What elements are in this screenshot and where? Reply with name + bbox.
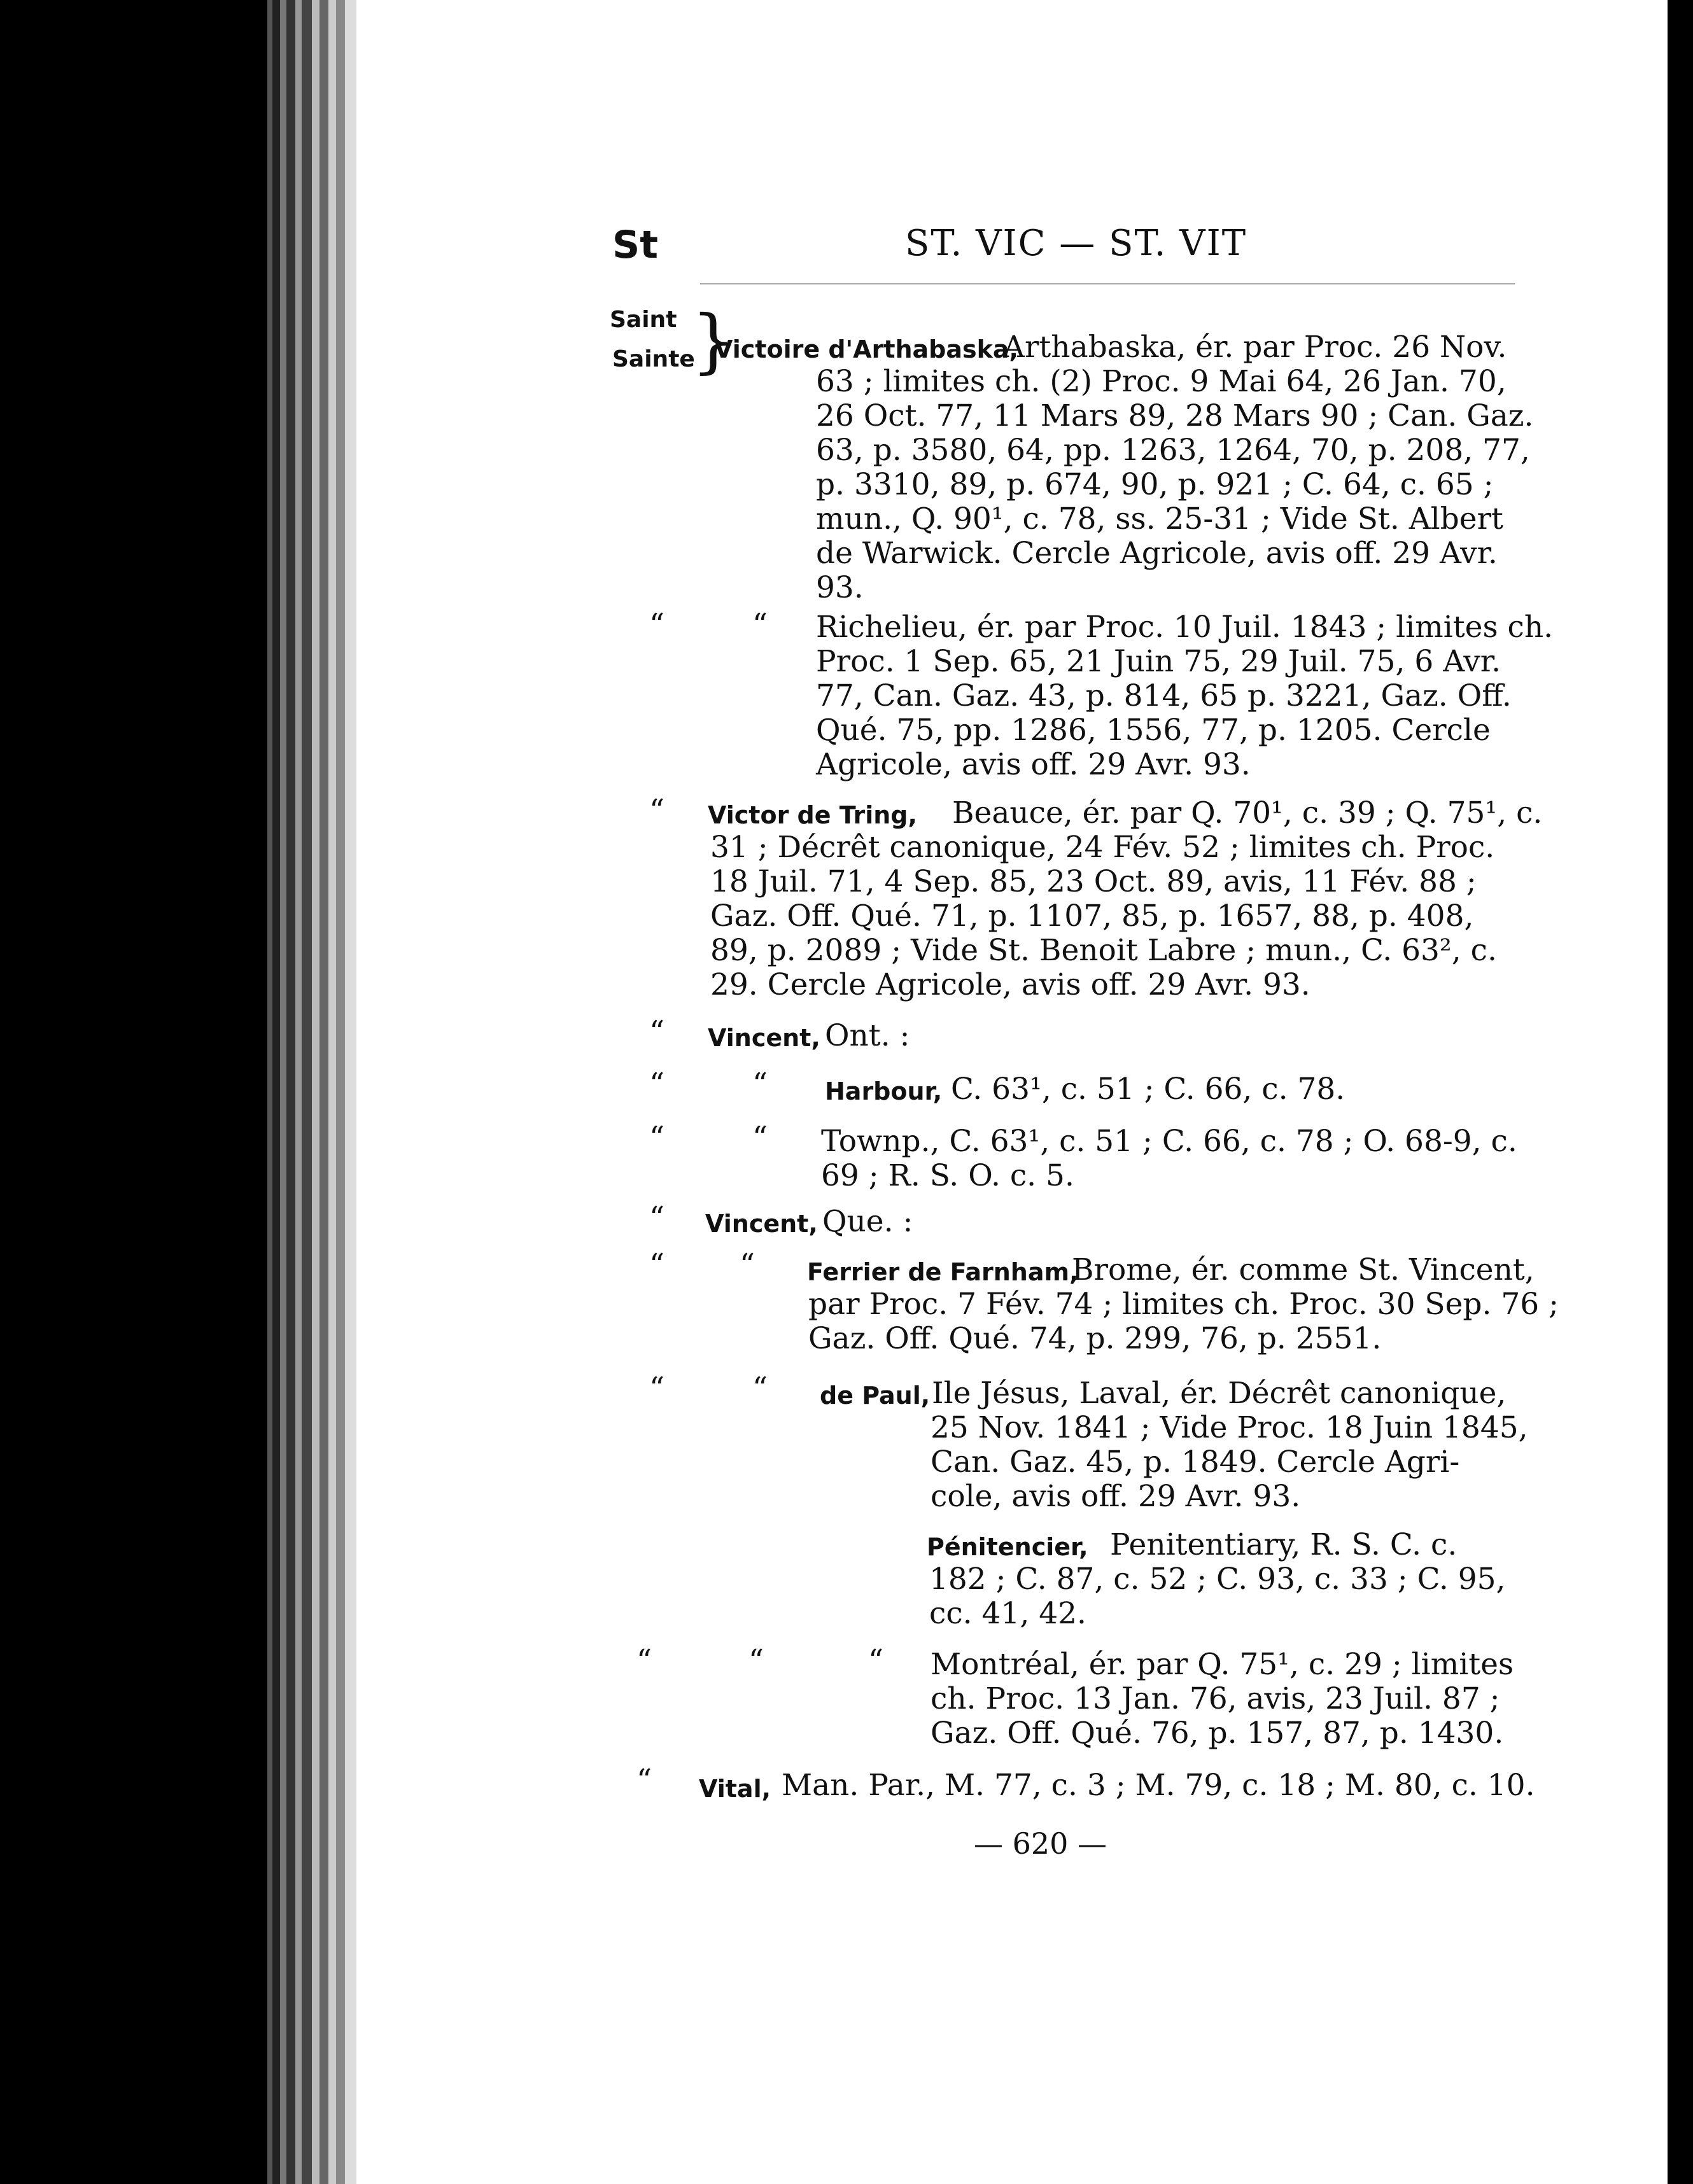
entry-line: ch. Proc. 13 Jan. 76, avis, 23 Juil. 87 ; — [931, 1681, 1500, 1716]
entry-line: Gaz. Off. Qué. 74, p. 299, 76, p. 2551. — [808, 1321, 1382, 1356]
ditto-mark: “ — [636, 1763, 652, 1798]
entry-line: 31 ; Décrêt canonique, 24 Fév. 52 ; limites ch. Proc. — [710, 830, 1495, 865]
ditto-mark: “ — [752, 1120, 768, 1155]
ditto-mark: “ — [649, 1371, 665, 1406]
entry-heading: Pénitencier, — [927, 1533, 1088, 1561]
section-letter: St — [612, 223, 658, 267]
entry-heading: Harbour, — [825, 1077, 943, 1105]
entry-line: C. 63¹, c. 51 ; C. 66, c. 78. — [951, 1072, 1345, 1107]
entry-line: Richelieu, ér. par Proc. 10 Juil. 1843 ; limites ch. — [816, 610, 1554, 645]
ditto-mark: “ — [649, 607, 665, 642]
entry-line: Montréal, ér. par Q. 75¹, c. 29 ; limites — [931, 1647, 1514, 1682]
entry-line: Beauce, ér. par Q. 70¹, c. 39 ; Q. 75¹, c. — [952, 795, 1543, 830]
entry-line: Man. Par., M. 77, c. 3 ; M. 79, c. 18 ; M. 80, c. 10. — [782, 1768, 1535, 1803]
prefix-sainte: Sainte — [612, 346, 695, 372]
page-range-title: ST. VIC — ST. VIT — [905, 223, 1247, 264]
entry-line: cole, avis off. 29 Avr. 93. — [931, 1479, 1301, 1514]
entry-line: 77, Can. Gaz. 43, p. 814, 65 p. 3221, Gaz. Off. — [816, 678, 1512, 713]
entry-heading: de Paul, — [820, 1382, 931, 1410]
entry-line: 69 ; R. S. O. c. 5. — [821, 1158, 1074, 1193]
entry-line: cc. 41, 42. — [929, 1596, 1086, 1631]
entry-line: p. 3310, 89, p. 674, 90, p. 921 ; C. 64, c. 65 ; — [816, 467, 1494, 502]
entry-heading: Vincent, — [708, 1024, 820, 1052]
ditto-mark: “ — [752, 1371, 768, 1406]
ditto-mark: “ — [649, 793, 665, 828]
ditto-mark: “ — [649, 1247, 665, 1282]
entry-line: Ont. : — [825, 1018, 910, 1053]
entry-line: 182 ; C. 87, c. 52 ; C. 93, c. 33 ; C. 95, — [929, 1562, 1506, 1597]
entry-heading: Vincent, — [705, 1210, 818, 1238]
entry-line: Can. Gaz. 45, p. 1849. Cercle Agri- — [931, 1445, 1460, 1480]
entry-line: Arthabaska, ér. par Proc. 26 Nov. — [1003, 330, 1507, 365]
entry-line: Gaz. Off. Qué. 76, p. 157, 87, p. 1430. — [931, 1716, 1504, 1751]
entry-line: 29. Cercle Agricole, avis off. 29 Avr. 93. — [710, 967, 1310, 1002]
ditto-mark: “ — [636, 1643, 652, 1678]
ditto-mark: “ — [649, 1014, 665, 1049]
entry-line: 63, p. 3580, 64, pp. 1263, 1264, 70, p. 208, 77, — [816, 433, 1530, 468]
ditto-mark: “ — [752, 1067, 768, 1102]
ditto-mark: “ — [748, 1643, 764, 1678]
entry-line: Gaz. Off. Qué. 71, p. 1107, 85, p. 1657, 88, p. 408, — [710, 899, 1474, 934]
entry-line: Townp., C. 63¹, c. 51 ; C. 66, c. 78 ; O. 68-9, c. — [821, 1124, 1517, 1159]
entry-line: 25 Nov. 1841 ; Vide Proc. 18 Juin 1845, — [931, 1410, 1528, 1445]
entry-line: 89, p. 2089 ; Vide St. Benoit Labre ; mun., C. 63², c. — [710, 933, 1497, 968]
entry-line: Agricole, avis off. 29 Avr. 93. — [816, 747, 1251, 782]
ditto-mark: “ — [649, 1067, 665, 1102]
entry-line: Proc. 1 Sep. 65, 21 Juin 75, 29 Juil. 75, 6 Avr. — [816, 644, 1501, 679]
ditto-mark: “ — [649, 1120, 665, 1155]
ditto-mark: “ — [752, 607, 768, 642]
entry-line: 63 ; limites ch. (2) Proc. 9 Mai 64, 26 Jan. 70, — [816, 364, 1507, 399]
entry-line: Penitentiary, R. S. C. c. — [1110, 1527, 1458, 1562]
page-number: — 620 — — [974, 1826, 1107, 1861]
prefix-saint: Saint — [610, 307, 677, 333]
entry-line: de Warwick. Cercle Agricole, avis off. 29 Avr. — [816, 536, 1498, 571]
entry-heading: Victor de Tring, — [708, 801, 917, 829]
entry-line: Que. : — [822, 1204, 913, 1239]
entry-line: par Proc. 7 Fév. 74 ; limites ch. Proc. 30 Sep. 76 ; — [808, 1287, 1559, 1322]
ditto-mark: “ — [649, 1200, 665, 1235]
entry-line: 93. — [816, 570, 864, 605]
ditto-mark: “ — [740, 1247, 755, 1282]
entry-line: Qué. 75, pp. 1286, 1556, 77, p. 1205. Cercle — [816, 713, 1491, 748]
entry-heading: Victoire d'Arthabaska, — [714, 335, 1018, 363]
entry-heading: Ferrier de Farnham, — [807, 1258, 1079, 1286]
entry-heading: Vital, — [699, 1775, 771, 1803]
entry-line: 18 Juil. 71, 4 Sep. 85, 23 Oct. 89, avis, 11 Fév. 88 ; — [710, 864, 1477, 899]
entry-line: mun., Q. 90¹, c. 78, ss. 25-31 ; Vide St. Albert — [816, 501, 1503, 536]
entry-line: Brome, ér. comme St. Vincent, — [1072, 1252, 1535, 1287]
entry-line: 26 Oct. 77, 11 Mars 89, 28 Mars 90 ; Can. Gaz. — [816, 398, 1534, 433]
ditto-mark: “ — [868, 1643, 884, 1678]
entry-line: Ile Jésus, Laval, ér. Décrêt canonique, — [932, 1376, 1507, 1411]
brace-symbol: } — [691, 300, 736, 381]
